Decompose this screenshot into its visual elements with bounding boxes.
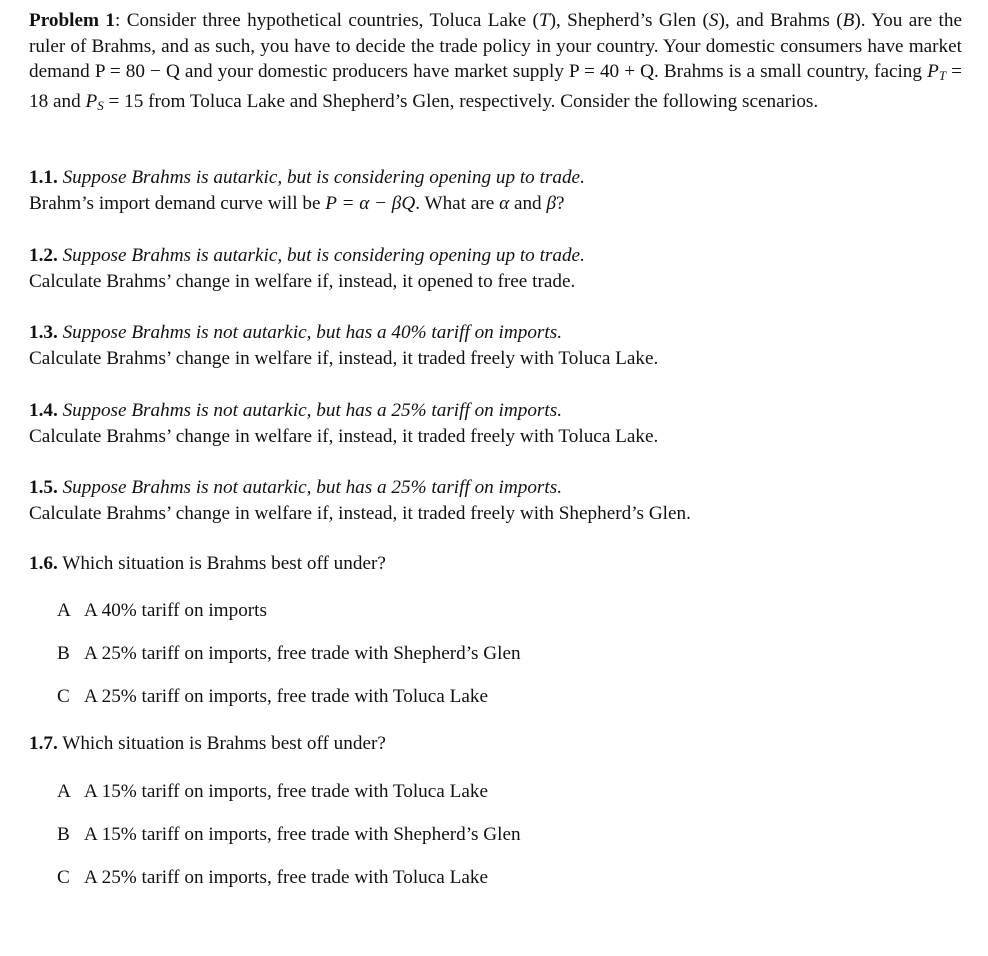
intro-text-6: . Brahms is a small country, facing (654, 61, 928, 83)
intro-text-3: ), and Brahms ( (718, 10, 843, 31)
question-1-7-option-c[interactable] (57, 865, 488, 891)
intro-text-4: ). You are the ruler of Brahms, and as such, you have to decide the trade policy in your country. Your domestic consumers have market demand (29, 10, 962, 83)
import-demand-formula: P = α − βQ (325, 192, 416, 214)
option-text: A 40% tariff on imports (84, 600, 267, 621)
question-1-3-body: Calculate Brahms’ change in welfare if, instead, it traded freely with Toluca Lake. (29, 347, 659, 369)
demand-equation: P = 80 − Q (94, 61, 180, 83)
shepherds-symbol: S (708, 10, 719, 31)
question-1-5-number: 1.5. (29, 477, 58, 498)
option-letter: B (57, 824, 70, 845)
question-1-6-option-a[interactable] (57, 598, 267, 624)
brahms-symbol: B (842, 10, 855, 31)
intro-text-2: ), Shepherd’s Glen ( (549, 10, 709, 31)
price-shepherds-symbol: P (85, 90, 98, 112)
question-1-2-body: Calculate Brahms’ change in welfare if, instead, it opened to free trade. (29, 270, 576, 292)
option-letter: C (57, 867, 70, 888)
option-letter: B (57, 643, 70, 664)
question-1-4-lead-text: Suppose Brahms is not autarkic, but has a 25% tariff on imports. (57, 400, 562, 421)
toluca-symbol: T (538, 10, 550, 31)
question-1-6-option-b[interactable] (57, 641, 521, 667)
question-1-3-lead (29, 320, 962, 346)
problem-colon: : (114, 10, 121, 31)
question-1-1-text-a: Brahm’s import demand curve will be (29, 192, 326, 214)
question-1-5-lead (29, 475, 962, 501)
question-1-7-option-b[interactable] (57, 822, 521, 848)
question-1-1-text-c: and (509, 192, 547, 214)
supply-equation: P = 40 + Q (569, 61, 654, 83)
question-1-7-option-a[interactable] (57, 779, 488, 805)
question-1-3-lead-text: Suppose Brahms is not autarkic, but has a 40% tariff on imports. (57, 322, 562, 343)
option-text: A 25% tariff on imports, free trade with Shepherd’s Glen (84, 643, 521, 664)
question-1-5-lead-text: Suppose Brahms is not autarkic, but has a 25% tariff on imports. (57, 477, 562, 498)
intro-text-5: and your domestic producers have market supply (179, 61, 569, 83)
option-text: A 25% tariff on imports, free trade with Toluca Lake (84, 867, 488, 888)
question-1-1-lead (29, 165, 962, 191)
question-1-3 (29, 320, 962, 371)
option-text: A 25% tariff on imports, free trade with Toluca Lake (84, 686, 488, 707)
question-1-6-text: Which situation is Brahms best off under? (57, 553, 386, 574)
problem-intro (29, 8, 962, 118)
price-shepherds-value: = 15 (103, 90, 144, 112)
question-1-2-number: 1.2. (29, 245, 58, 266)
question-1-2 (29, 243, 962, 294)
option-text: A 15% tariff on imports, free trade with Toluca Lake (84, 781, 488, 802)
beta-symbol: β (546, 192, 557, 214)
intro-text-1: Consider three hypothetical countries, Toluca Lake ( (120, 10, 539, 31)
question-1-1-text-b: . What are (415, 192, 500, 214)
question-1-1-text-d: ? (556, 192, 565, 214)
intro-text-8: from Toluca Lake and Shepherd’s Glen, respectively. Consider the following scenarios. (143, 90, 819, 112)
price-toluca-symbol: P (927, 61, 939, 83)
problem-label: Problem 1 (29, 10, 115, 31)
option-text: A 15% tariff on imports, free trade with Shepherd’s Glen (84, 824, 521, 845)
option-letter: A (57, 600, 71, 621)
question-1-1 (29, 165, 962, 216)
intro-text-7: and (48, 90, 86, 112)
question-1-4-body: Calculate Brahms’ change in welfare if, instead, it traded freely with Toluca Lake. (29, 425, 659, 447)
price-toluca-subscript: T (938, 68, 947, 84)
question-1-4-lead (29, 398, 962, 424)
question-1-4-number: 1.4. (29, 400, 58, 421)
question-1-3-number: 1.3. (29, 322, 58, 343)
option-letter: A (57, 781, 71, 802)
option-letter: C (57, 686, 70, 707)
question-1-7 (29, 731, 962, 757)
question-1-6 (29, 551, 962, 577)
question-1-6-number: 1.6. (29, 553, 58, 574)
question-1-2-lead-text: Suppose Brahms is autarkic, but is considering opening up to trade. (57, 245, 585, 266)
problem-document (29, 8, 962, 888)
question-1-1-number: 1.1. (29, 167, 58, 188)
question-1-5 (29, 475, 962, 526)
question-1-1-lead-text: Suppose Brahms is autarkic, but is considering opening up to trade. (57, 167, 585, 188)
question-1-5-body: Calculate Brahms’ change in welfare if, instead, it traded freely with Shepherd’s Glen. (29, 502, 691, 524)
question-1-7-number: 1.7. (29, 733, 58, 754)
question-1-1-body (29, 191, 962, 217)
alpha-symbol: α (499, 192, 510, 214)
question-1-7-text: Which situation is Brahms best off under? (57, 733, 386, 754)
price-shepherds-subscript: S (97, 97, 104, 113)
question-1-6-option-c[interactable] (57, 684, 488, 710)
question-1-4 (29, 398, 962, 449)
price-toluca-value: = 18 (29, 61, 962, 112)
question-1-2-lead (29, 243, 962, 269)
